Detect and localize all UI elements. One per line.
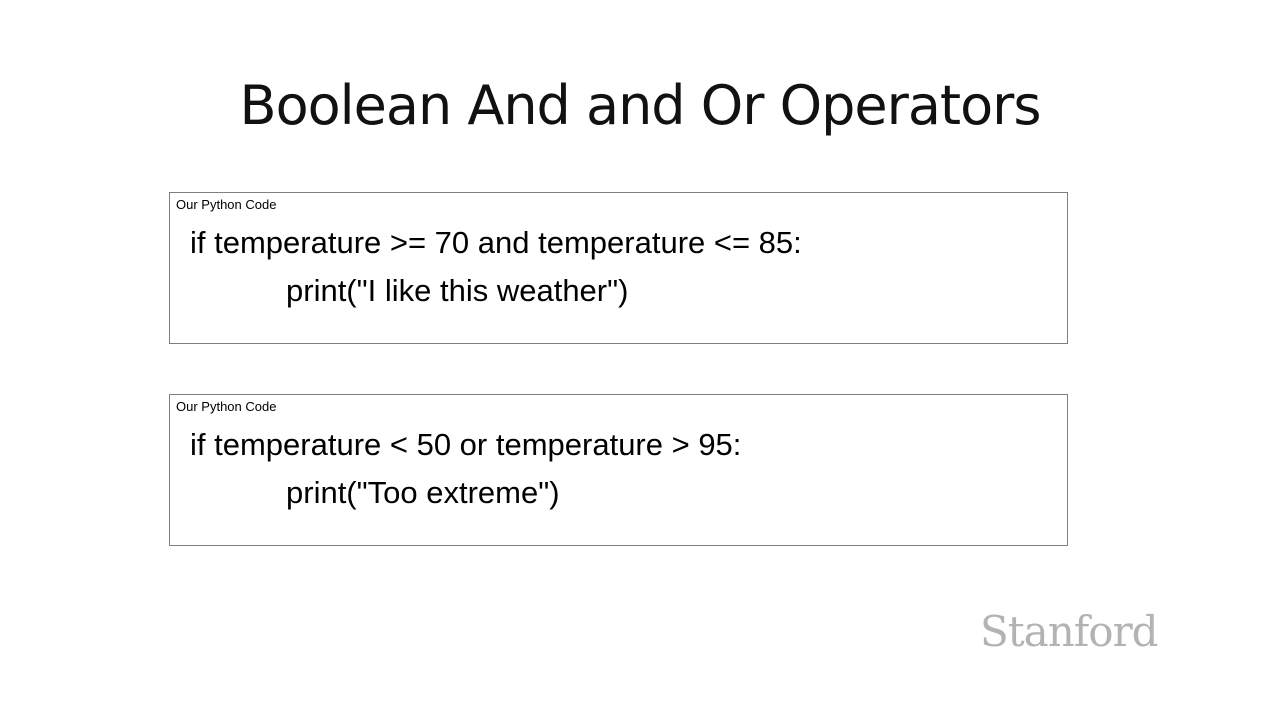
code-line-print: print("I like this weather")	[286, 273, 629, 308]
code-line-if: if temperature < 50 or temperature > 95:	[190, 427, 742, 462]
code-block-and	[169, 192, 1068, 344]
slide-title: Boolean And and Or Operators	[239, 74, 1041, 137]
code-line-print: print("Too extreme")	[286, 475, 560, 510]
stanford-logo: Stanford	[980, 607, 1158, 656]
code-line-if: if temperature >= 70 and temperature <= 85:	[190, 225, 802, 260]
code-block-caption: Our Python Code	[176, 197, 277, 212]
code-block-caption: Our Python Code	[176, 399, 277, 414]
code-block-or	[169, 394, 1068, 546]
